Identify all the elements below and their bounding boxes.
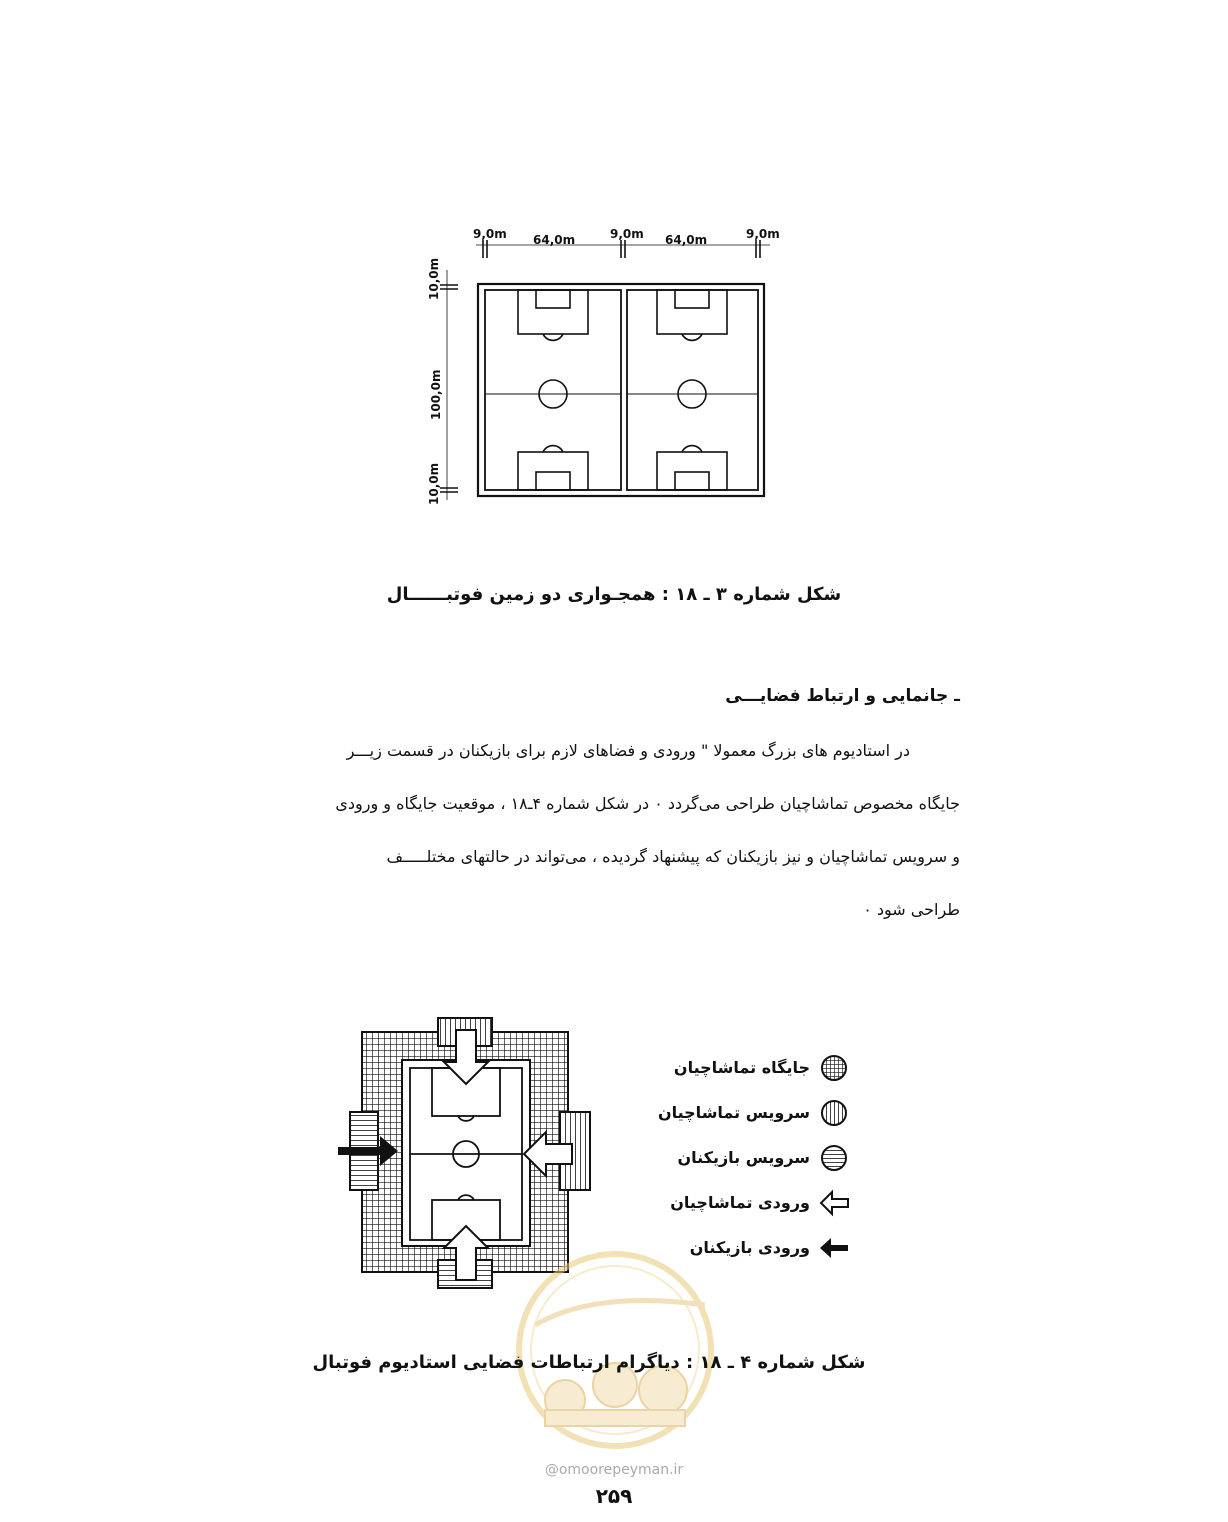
paragraph-line: و سرویس تماشاچیان و نیز بازیکنان که پیشنهاد گردیده ، می‌تواند در حالتهای مختلـــــف [386, 847, 960, 866]
solid-arrow-icon [818, 1232, 850, 1264]
figure-two-football-fields [410, 220, 790, 510]
paragraph-line: در استادیوم های بزرگ معمولا " ورودی و فضاهای لازم برای بازیکنان در قسمت زیـــر [346, 741, 910, 760]
legend-item [630, 1090, 850, 1135]
legend-label: سرویس تماشاچیان [657, 1103, 810, 1122]
figure2-legend [630, 1045, 850, 1270]
crosshatch-circle-icon [818, 1052, 850, 1084]
paragraph-line: جایگاه مخصوص تماشاچیان طراحی می‌گردد ۰ در شکل شماره ۴ـ۱۸ ، موقعیت جایگاه و ورودی [335, 794, 960, 813]
figure1-caption: شکل شماره ۳ ـ ۱۸ : همجـواری دو زمین فوتبــــــال [386, 584, 842, 605]
vertical-lines-circle-icon [818, 1097, 850, 1129]
legend-item [630, 1135, 850, 1180]
paragraph-line: طراحی شود ۰ [863, 900, 960, 919]
dim-label-top-3: 9,0m [610, 227, 644, 241]
dim-label-left-2: 100,0m [429, 369, 443, 420]
legend-label: جایگاه تماشاچیان [673, 1058, 810, 1077]
outline-arrow-icon [818, 1187, 850, 1219]
watermark-logo [505, 1250, 725, 1450]
section-heading: ـ جانمایی و ارتباط فضایـــی [725, 686, 960, 706]
legend-item [630, 1180, 850, 1225]
dim-label-top-4: 64,0m [665, 233, 708, 247]
page-number: ۲۵۹ [595, 1484, 633, 1508]
legend-label: سرویس بازیکنان [677, 1148, 810, 1167]
figure2-caption: شکل شماره ۴ ـ ۱۸ : دیاگرام ارتباطات فضایی استادیوم فوتبال [312, 1352, 866, 1373]
dim-label-left-3: 10,0m [427, 462, 441, 505]
legend-label: ورودی بازیکنان [689, 1238, 810, 1257]
dim-label-top-1: 9,0m [473, 227, 507, 241]
dim-label-top-2: 64,0m [533, 233, 576, 247]
watermark-website: @omoorepeyman.ir [544, 1462, 684, 1478]
legend-item [630, 1045, 850, 1090]
dim-label-left-1: 10,0m [427, 257, 441, 300]
legend-label: ورودی تماشاچیان [670, 1193, 810, 1212]
section-paragraph [190, 724, 960, 936]
horizontal-lines-circle-icon [818, 1142, 850, 1174]
dim-label-top-5: 9,0m [746, 227, 780, 241]
